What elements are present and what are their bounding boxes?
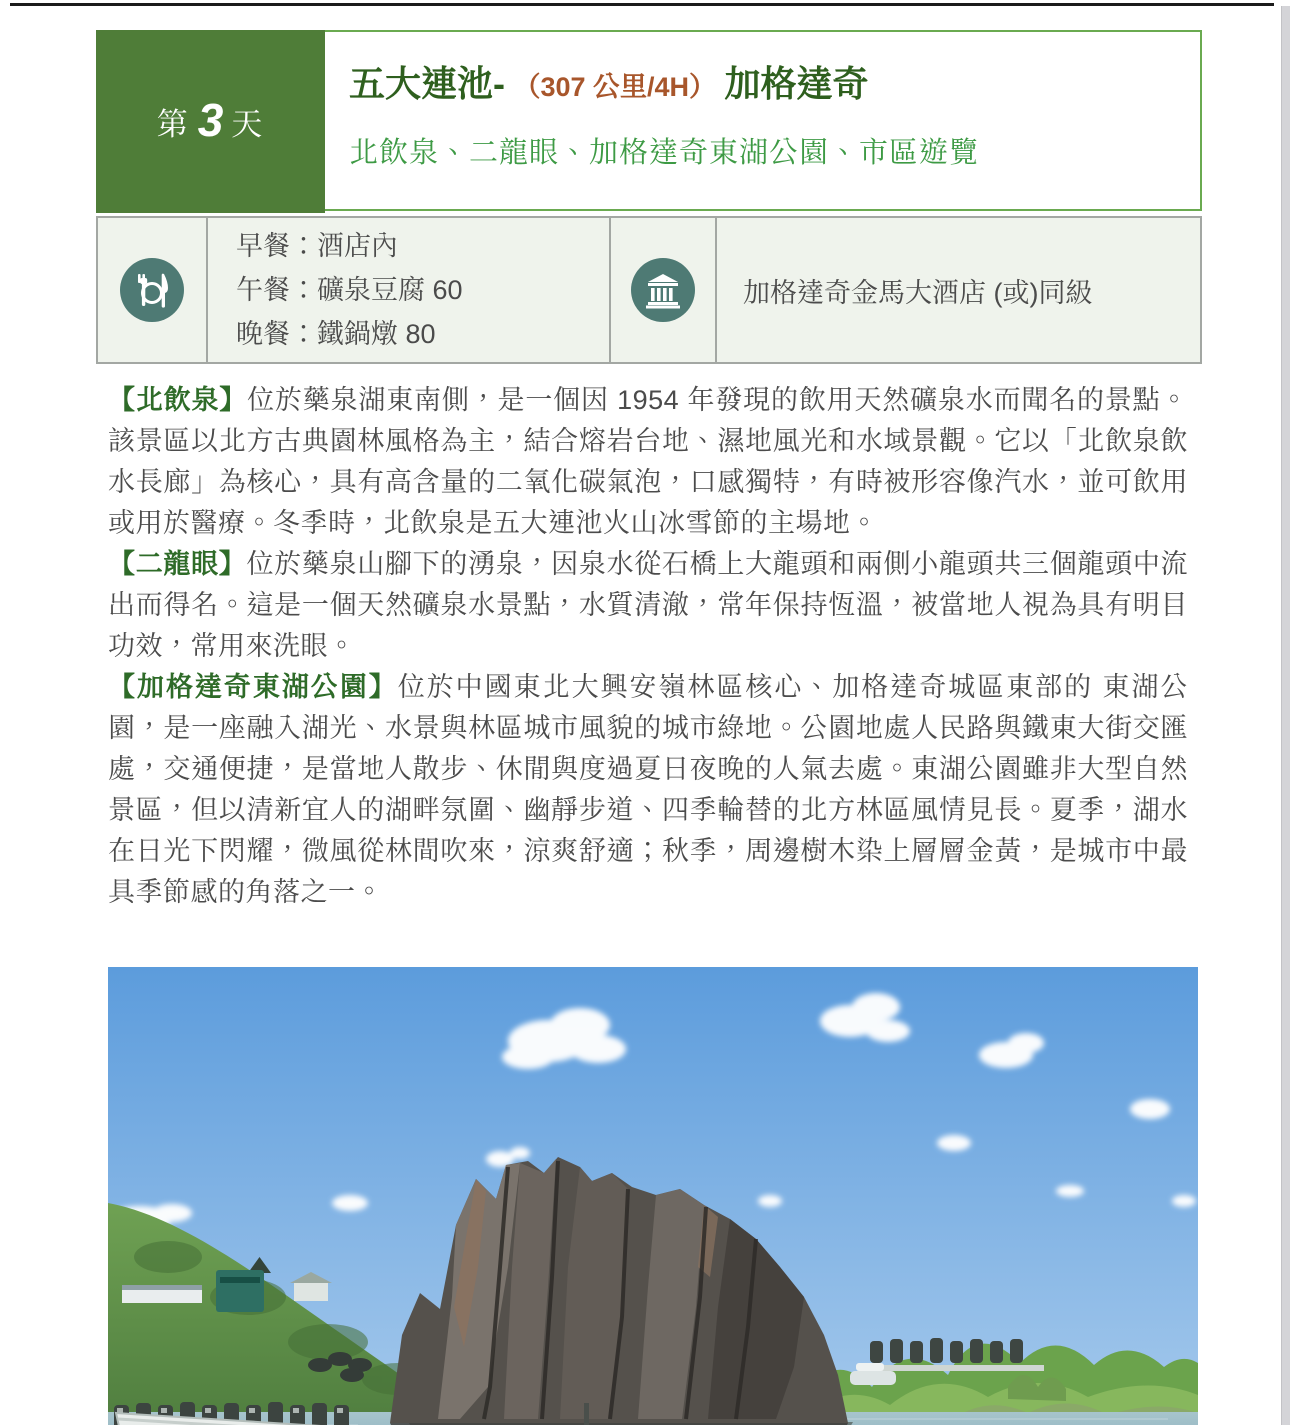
meals-hotel-row	[96, 216, 1202, 364]
breakfast-line: 早餐：酒店內	[236, 231, 398, 261]
hotel-icon-cell	[611, 218, 717, 362]
day-number-box	[96, 30, 325, 213]
itinerary-day-section	[96, 30, 1202, 1425]
paragraph-text: 位於中國東北大興安嶺林區核心、加格達奇城區東部的 東湖公園，是一座融入湖光、水景與林區城市風貌的城市綠地。公園地處人民路與鐵東大街交匯處，交通便捷，是當地人散步、休閒與度過夏日夜晚的人氣去處。東湖公園雖非大型自然景區，但以清新宜人的湖畔氛圍、幽靜步道、四季輪替的北方林區風情見長。夏季，湖水在日光下閃耀，微風從林間吹來，涼爽舒適；秋季，周邊樹木染上層層金黃，是城市中最具季節感的角落之一。	[108, 672, 1188, 907]
day-title	[349, 62, 1200, 114]
page-top-rule	[10, 3, 1274, 6]
route-distance: （307 公里/4H）	[513, 72, 717, 102]
paragraph-heading: 【北飲泉】	[108, 385, 248, 415]
scrollbar[interactable]	[1281, 6, 1290, 1425]
scenic-photo	[108, 967, 1198, 1425]
hotel-cell	[717, 218, 1200, 362]
hotel-icon	[631, 258, 695, 322]
day-label-suffix: 天	[231, 107, 265, 142]
paragraph-donghu-park	[108, 667, 1188, 913]
dinner-line: 晚餐：鐵鍋燉 80	[236, 319, 436, 349]
paragraph-beiyinquan	[108, 380, 1188, 544]
paragraph-text: 位於藥泉湖東南側，是一個因 1954 年發現的飲用天然礦泉水而聞名的景點。該景區以北方古典園林風格為主，結合熔岩台地、濕地風光和水域景觀。它以「北飲泉飲水長廊」為核心，具有高含量的二氧化碳氣泡，口感獨特，有時被形容像汽水，並可飲用或用於醫療。冬季時，北飲泉是五大連池火山冰雪節的主場地。	[108, 385, 1189, 538]
hotel-name: 加格達奇金馬大酒店 (或)同級	[743, 277, 1093, 308]
meals-cell	[208, 218, 611, 362]
route-origin: 五大連池-	[349, 63, 505, 104]
paragraph-text: 位於藥泉山腳下的湧泉，因泉水從石橋上大龍頭和兩側小龍頭共三個龍頭中流出而得名。這是一個天然礦泉水景點，水質清澈，常年保持恆溫，被當地人視為具有明目功效，常用來洗眼。	[108, 549, 1189, 661]
day-header	[96, 30, 1202, 213]
day-title-box	[325, 30, 1202, 211]
day-number: 3	[197, 93, 224, 146]
day-label-prefix: 第	[156, 107, 190, 142]
meal-icon	[120, 258, 184, 322]
paragraph-heading: 【二龍眼】	[108, 549, 247, 579]
paragraph-heading: 【加格達奇東湖公園】	[108, 672, 398, 702]
route-destination: 加格達奇	[724, 63, 869, 104]
lunch-line: 午餐：礦泉豆腐 60	[236, 275, 463, 305]
paragraph-erlongyan	[108, 544, 1188, 667]
day-attractions-subtitle: 北飲泉、二龍眼、加格達奇東湖公園、市區遊覽	[349, 137, 980, 169]
meals-icon-cell	[98, 218, 208, 362]
description-paragraphs	[96, 380, 1202, 913]
